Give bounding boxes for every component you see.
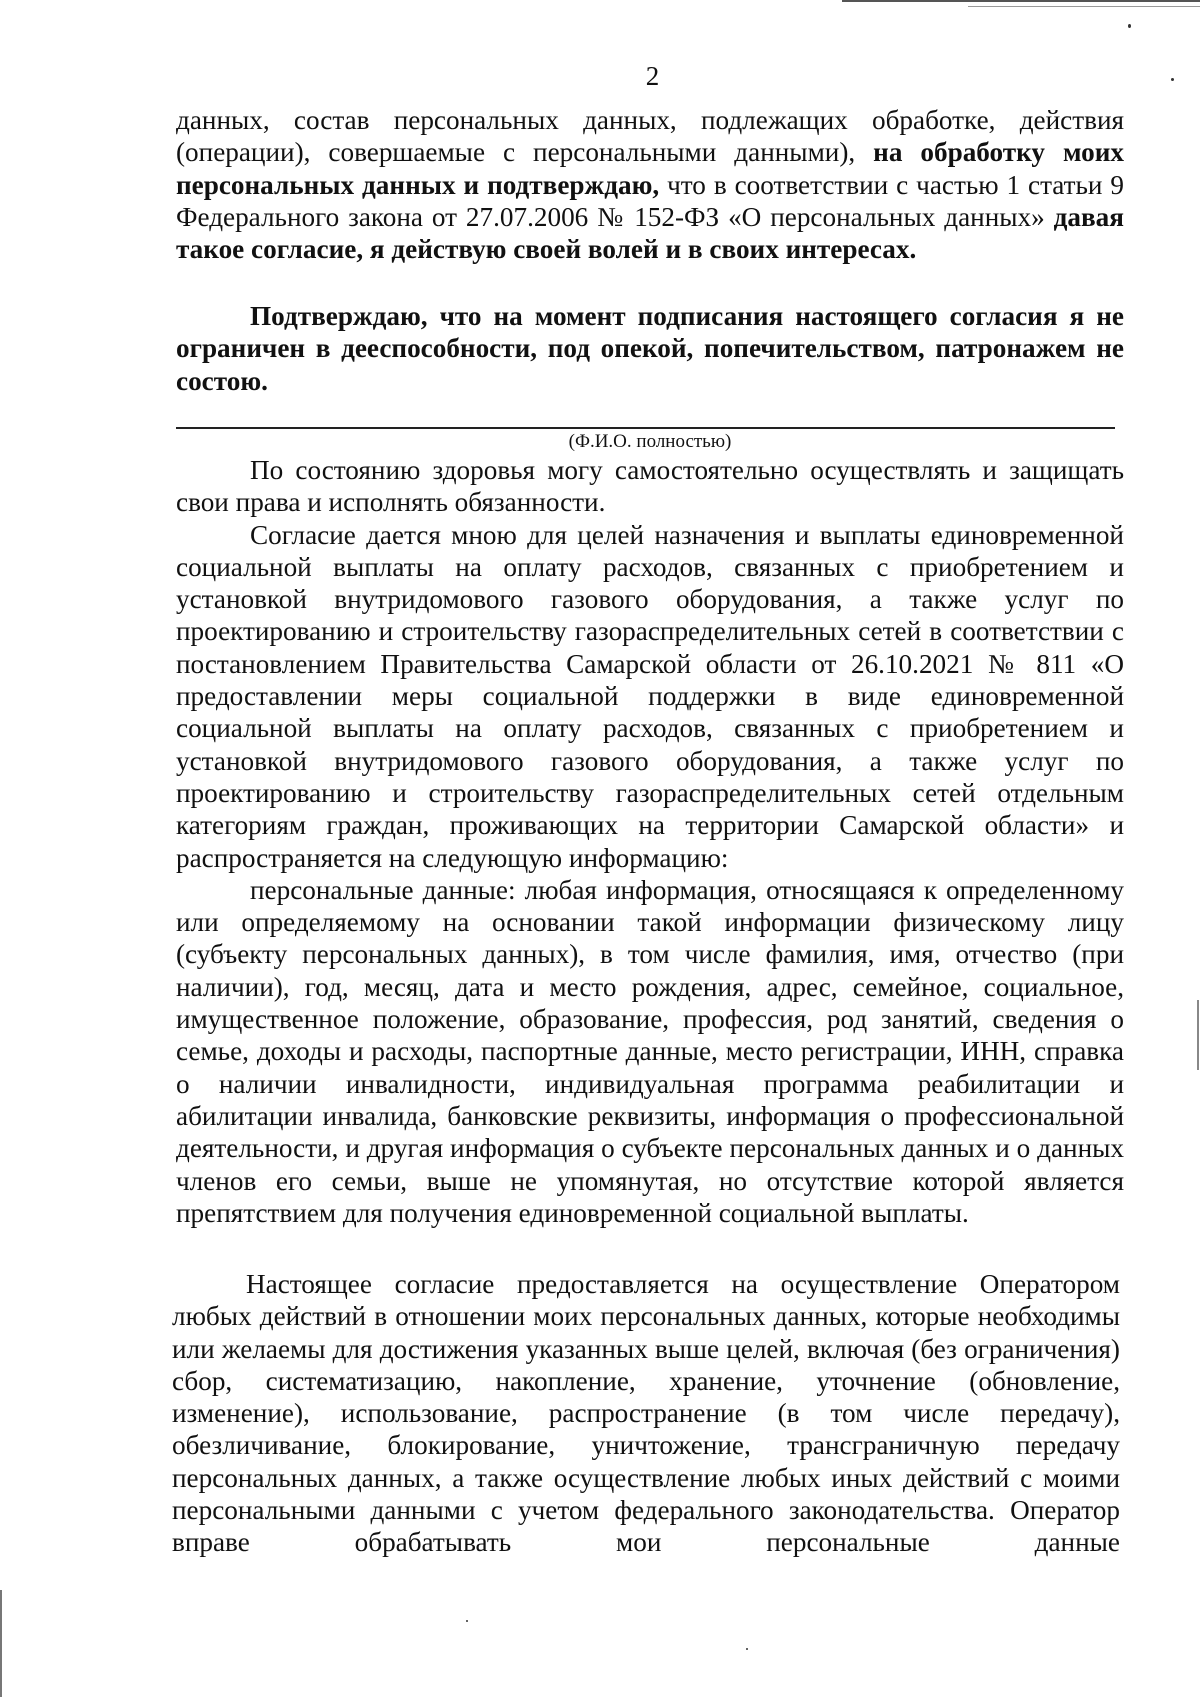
consent-text: данных, состав персональных данных, подлежащих обработке, действия (операции), совершаемые с персональными данными),	[176, 105, 1124, 168]
consent-bold-text: давая такое согласие, я действую своей волей и в своих интересах.	[176, 201, 1124, 265]
capacity-text: Подтверждаю, что на момент подписания настоящего согласия я не ограничен в дееспособности, под опекой, попечительством, патронажем не состою.	[176, 301, 1124, 396]
signature-caption: (Ф.И.О. полностью)	[568, 431, 732, 452]
signature-line	[176, 427, 1115, 429]
scan-edge-line	[842, 0, 1200, 2]
scan-speck	[466, 1620, 468, 1622]
purpose-paragraph: Согласие дается мною для целей назначения и выплаты единовременной социальной выплаты на оплату расходов, связанных с приобретением и установкой внутридомового газового оборудования, а также услуг по проектированию и строительству газораспределительных сетей в соответствии с постановлением Правительства Самарской области от 26.10.2021 № 811 «О предоставлении меры социальной поддержки в виде единовременной социальной выплаты на оплату расходов, связанных с приобретением и установкой внутридомового газового оборудования, а также услуг по проектированию и строительству газораспределительных сетей отдельным категориям граждан, проживающих на территории Самарской области» и распространяется на следующую информацию:	[176, 519, 1124, 873]
personal-data-paragraph: персональные данные: любая информация, относящаяся к определенному или определяемому на основании такой информации физическому лицу (субъекту персональных данных), в том числе фамилия, имя, отчество (при наличии), год, месяц, дата и место рождения, адрес, семейное, социальное, имущественное положение, образование, профессия, род занятий, сведения о семье, доходы и расходы, паспортные данные, место регистрации, ИНН, справка о наличии инвалидности, индивидуальная программа реабилитации и абилитации инвалида, банковские реквизиты, информация о профессиональной деятельности, и другая информация о субъекте персональных данных и о данных членов его семьи, выше не упомянутая, но отсутствие которой является препятствием для получения единовременной социальной выплаты.	[176, 874, 1124, 1228]
paragraph-capacity-confirmation	[176, 300, 1124, 397]
operator-actions-section	[172, 1268, 1120, 1559]
scan-edge-line	[0, 1590, 2, 1697]
page-number: 2	[645, 61, 660, 91]
consent-bold-text: на обработку моих персональных данных и подтверждаю,	[176, 137, 1124, 200]
scan-speck	[746, 1648, 748, 1650]
scan-edge-line	[968, 6, 1200, 7]
scan-edge-line	[1197, 1000, 1199, 1070]
scan-speck	[1128, 24, 1131, 28]
operator-actions-paragraph: Настоящее согласие предоставляется на осуществление Оператором любых действий в отношении моих персональных данных, которые необходимы или желаемы для достижения указанных выше целей, включая (без ограничения) сбор, систематизацию, накопление, хранение, уточнение (обновление, изменение), использование, распространение (в том числе передачу), обезличивание, блокирование, уничтожение, трансграничную передачу персональных данных, а также осуществление любых иных действий с моими персональными данными с учетом федерального законодательства. Оператор вправе обрабатывать мои персональные данные	[172, 1269, 1120, 1558]
paragraph-consent-continuation	[176, 104, 1124, 265]
body-text-section	[176, 454, 1124, 1229]
health-paragraph: По состоянию здоровья могу самостоятельно осуществлять и защищать свои права и исполнять обязанности.	[176, 455, 1124, 518]
consent-text: что в соответствии с частью 1 статьи 9 Федерального закона от 27.07.2006 № 152-ФЗ «О персональных данных»	[176, 169, 1125, 232]
